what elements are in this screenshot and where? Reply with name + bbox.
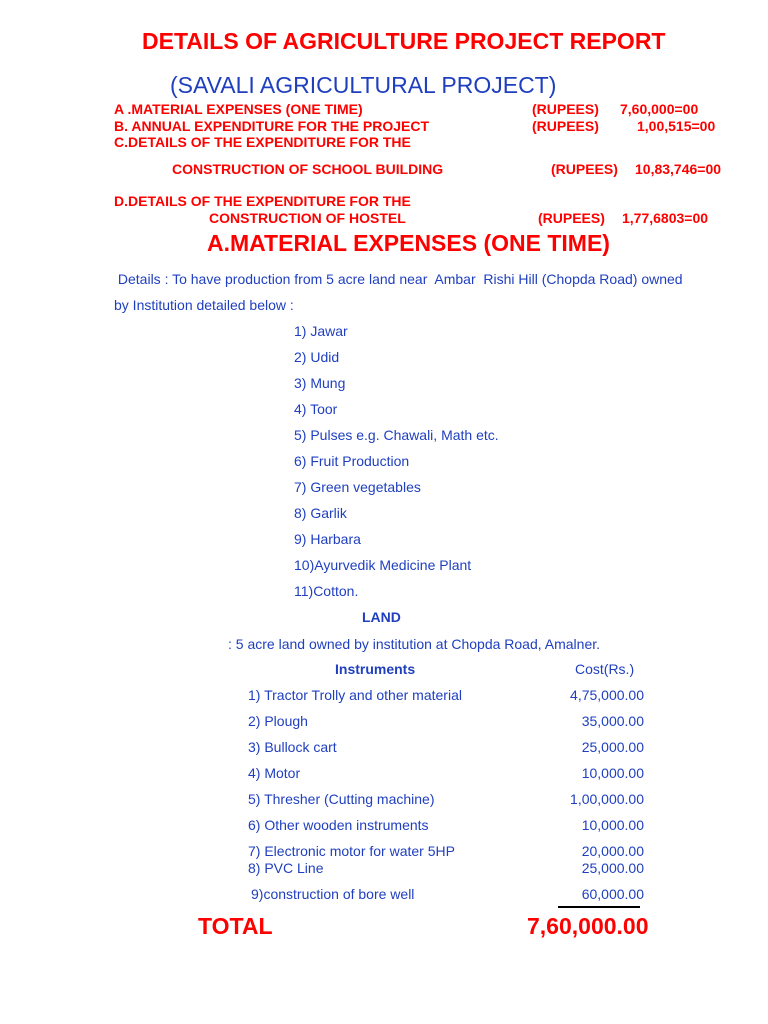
summary-d-value: 1,77,6803=00 bbox=[622, 210, 709, 226]
crop-item: 2) Udid bbox=[294, 349, 340, 365]
summary-a-value: 7,60,000=00 bbox=[620, 101, 699, 117]
land-heading: LAND bbox=[362, 609, 401, 625]
crop-item: 9) Harbara bbox=[294, 531, 361, 547]
section-heading: A.MATERIAL EXPENSES (ONE TIME) bbox=[207, 230, 610, 256]
total-label: TOTAL bbox=[198, 913, 273, 939]
instrument-cost: 25,000.00 bbox=[581, 860, 644, 876]
instrument-name: 8) PVC Line bbox=[248, 860, 324, 876]
instrument-name: 1) Tractor Trolly and other material bbox=[248, 687, 462, 703]
crop-item: 8) Garlik bbox=[294, 505, 347, 521]
summary-c-label-1: C.DETAILS OF THE EXPENDITURE FOR THE bbox=[114, 134, 411, 150]
summary-a-unit: (RUPEES) bbox=[532, 101, 599, 117]
land-text: : 5 acre land owned by institution at Chopda Road, Amalner. bbox=[228, 636, 601, 652]
details-line-1: Details : To have production from 5 acre land near Ambar Rishi Hill (Chopda Road) owned bbox=[114, 271, 683, 287]
crop-item: 5) Pulses e.g. Chawali, Math etc. bbox=[294, 427, 499, 443]
instruments-heading: Instruments bbox=[335, 661, 416, 677]
instrument-name: 3) Bullock cart bbox=[248, 739, 337, 755]
crop-item: 7) Green vegetables bbox=[294, 479, 421, 495]
summary-d-label-2: CONSTRUCTION OF HOSTEL bbox=[209, 210, 406, 226]
instrument-cost: 10,000.00 bbox=[581, 817, 644, 833]
summary-a-label: A .MATERIAL EXPENSES (ONE TIME) bbox=[114, 101, 363, 117]
instrument-cost: 60,000.00 bbox=[581, 886, 644, 902]
details-line-2: by Institution detailed below : bbox=[114, 297, 294, 313]
summary-c-value: 10,83,746=00 bbox=[635, 161, 722, 177]
instrument-cost: 35,000.00 bbox=[581, 713, 644, 729]
crop-item: 3) Mung bbox=[294, 375, 346, 391]
instrument-cost: 20,000.00 bbox=[581, 843, 644, 859]
instrument-cost: 4,75,000.00 bbox=[570, 687, 644, 703]
summary-c-unit: (RUPEES) bbox=[551, 161, 618, 177]
instrument-name: 9)construction of bore well bbox=[251, 886, 415, 902]
report-subtitle: (SAVALI AGRICULTURAL PROJECT) bbox=[170, 72, 557, 98]
crop-item: 1) Jawar bbox=[294, 323, 348, 339]
instrument-cost: 25,000.00 bbox=[581, 739, 644, 755]
instrument-name: 7) Electronic motor for water 5HP bbox=[248, 843, 455, 859]
instrument-cost: 1,00,000.00 bbox=[570, 791, 644, 807]
summary-d-unit: (RUPEES) bbox=[538, 210, 605, 226]
crop-item: 10)Ayurvedik Medicine Plant bbox=[294, 557, 472, 573]
cost-heading: Cost(Rs.) bbox=[575, 661, 635, 677]
instrument-name: 5) Thresher (Cutting machine) bbox=[248, 791, 435, 807]
instrument-name: 6) Other wooden instruments bbox=[248, 817, 429, 833]
summary-b-label: B. ANNUAL EXPENDITURE FOR THE PROJECT bbox=[114, 118, 430, 134]
crop-item: 11)Cotton. bbox=[294, 583, 359, 599]
summary-b-value: 1,00,515=00 bbox=[637, 118, 716, 134]
summary-c-label-2: CONSTRUCTION OF SCHOOL BUILDING bbox=[172, 161, 444, 177]
report-title: DETAILS OF AGRICULTURE PROJECT REPORT bbox=[142, 28, 666, 54]
instrument-cost: 10,000.00 bbox=[581, 765, 644, 781]
summary-b-unit: (RUPEES) bbox=[532, 118, 599, 134]
summary-d-label-1: D.DETAILS OF THE EXPENDITURE FOR THE bbox=[114, 193, 411, 209]
total-value: 7,60,000.00 bbox=[527, 913, 649, 939]
instrument-name: 4) Motor bbox=[248, 765, 301, 781]
crop-item: 6) Fruit Production bbox=[294, 453, 410, 469]
total-rule bbox=[558, 906, 640, 908]
crop-item: 4) Toor bbox=[294, 401, 338, 417]
instrument-name: 2) Plough bbox=[248, 713, 308, 729]
